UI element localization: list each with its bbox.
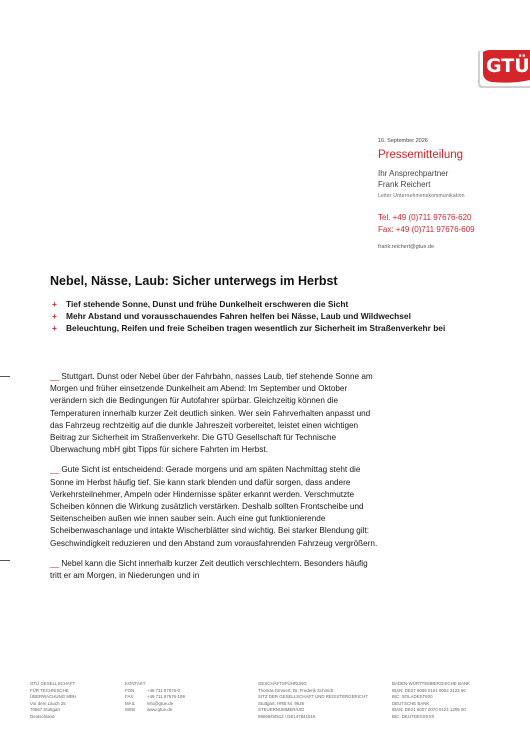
footer-management: GESCHÄFTSFÜHRUNG Thomas Emmert, Dr. Frederik Schmidt SITZ DER GESELLSCHAFT UND REGISTERGERICHT Stuttgart, HRB Nr. 9626 STEUERNUMMER/UID 99069/00512 / DE147841516 bbox=[258, 681, 368, 719]
contact-name: Frank Reichert bbox=[378, 180, 431, 189]
contact-email[interactable]: frank.reichert@gtue.de bbox=[378, 244, 435, 250]
logo-text: GTÜ bbox=[486, 55, 530, 77]
paragraph-marker: __ bbox=[50, 372, 60, 381]
paragraph-marker: __ bbox=[50, 558, 60, 568]
plus-icon: + bbox=[52, 311, 57, 321]
fold-mark bbox=[0, 560, 10, 561]
contact-block bbox=[378, 168, 528, 202]
fax-number: Fax: +49 (0)711 97676-609 bbox=[378, 224, 475, 234]
bullet-item: + Beleuchtung, Reifen und freie Scheiben tragen wesentlich zur Sicherheit im Straßenverkehr bei bbox=[52, 323, 446, 333]
paragraph: __ Gute Sicht ist entscheidend: Gerade morgens und am späten Nachmittag steht die Sonne im Herbst häufig tief. Sie kann stark blenden und dafür sorgen, dass andere Verkehrsteilnehmer, Ampeln oder Hindernisse später erkannt werden. Verschmutzte Scheiben können die Wirkung zusätzlich verstärken. Deshalb sollten Frontscheibe und Seitenscheiben außen wie innen sauber sein. Auch eine gut funktionierende Scheibenwaschanlage und intakte Wischerblätter sind wichtig. Bei starker Blendung gilt: Geschwindigkeit reduzieren und den Abstand zum vorausfahrenden Fahrzeug vergrößern. bbox=[50, 465, 378, 548]
bullet-item: + Tief stehende Sonne, Dunst und frühe Dunkelheit erschweren die Sicht bbox=[52, 299, 349, 309]
footer-company: GTÜ GESELLSCHAFT FÜR TECHNISCHE ÜBERWACHUNG MBH Vor dem Lauch 25 70567 Stuttgart Deutschland bbox=[30, 681, 77, 719]
press-release-title: Pressemitteilung bbox=[378, 149, 464, 161]
footer-bank: BADEN-WÜRTTEMBERGISCHE BANK IBAN: DE27 6005 0101 0002 3123 66 BIC: SOLADEST600 DEUTSCHE BANK IBAN: DE21 6007 0070 0124 1309 00 BIC: DEUTDESSXXX bbox=[392, 681, 470, 719]
summary-bullets bbox=[50, 298, 490, 334]
contact-sidebar bbox=[378, 138, 528, 250]
phone-block bbox=[378, 212, 528, 235]
release-date: 16. September 2026 bbox=[378, 138, 428, 144]
article-body bbox=[50, 371, 380, 590]
fold-mark bbox=[0, 376, 10, 377]
contact-role: Leiter Unternehmenskommunikation bbox=[378, 193, 465, 199]
plus-icon: + bbox=[52, 299, 57, 309]
paragraph: __ Nebel kann die Sicht innerhalb kurzer Zeit deutlich verschlechtern. Besonders häufig tritt er am Morgen, in Niederungen und in bbox=[50, 558, 368, 581]
plus-icon: + bbox=[52, 323, 57, 333]
paragraph-marker: __ bbox=[50, 465, 60, 475]
gtue-logo bbox=[472, 44, 530, 90]
paragraph: __ Stuttgart. Dunst oder Nebel über der Fahrbahn, nasses Laub, tief stehende Sonne am Morgen und früher einsetzende Dunkelheit am Abend: Im September und Oktober verändern sich die Bedingungen für Autofahrer spürbar. Gleichzeitig können die Temperaturen innerhalb kurzer Zeit deutlich sinken. Wer sein Fahrverhalten anpasst und das Fahrzeug rechtzeitig auf die dunkle Jahreszeit vorbereitet, leistet einen wichtigen Beitrag zur Sicherheit im Straßenverkehr. Die GTÜ Gesellschaft für Technische Überwachung mbH gibt Tipps für sichere Fahrten im Herbst. bbox=[50, 372, 373, 455]
contact-label: Ihr Ansprechpartner bbox=[378, 169, 449, 178]
headline: Nebel, Nässe, Laub: Sicher unterwegs im Herbst bbox=[50, 274, 338, 288]
bullet-item: + Mehr Abstand und vorausschauendes Fahren helfen bei Nässe, Laub und Wildwechsel bbox=[52, 311, 411, 321]
footer-contact: KONTAKT FON +49 711 97676-0 FAX +49 711 97676-199 MAIL info@gtue.de WEB www.gtue.de bbox=[125, 681, 185, 712]
phone-number: Tel. +49 (0)711 97676-620 bbox=[378, 213, 472, 222]
